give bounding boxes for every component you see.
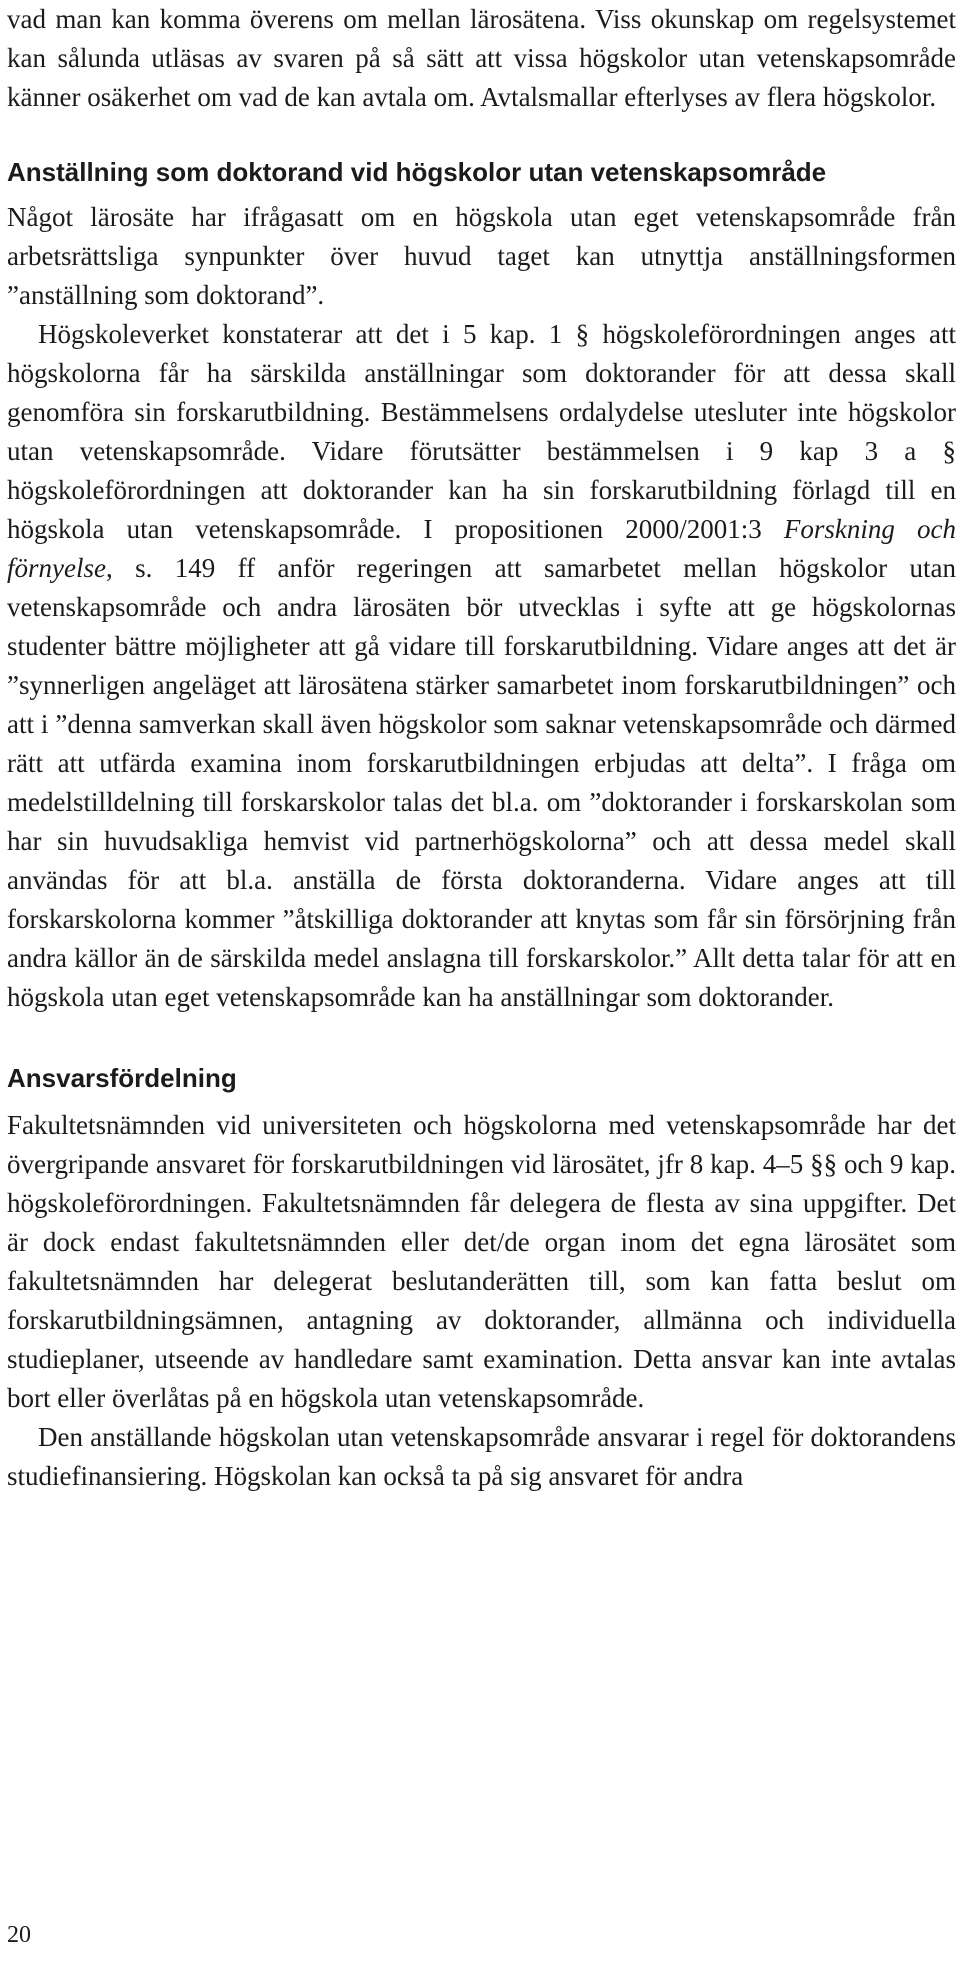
paragraph-text-part: , s. 149 ff anför regeringen att samarbetet mellan högskolor utan vetenskapsområde och andra lärosäten bör utvecklas i syfte att ge högskolornas studenter bättre möjligheter att gå vidare till forskarutbildning. Vidare anges att det är ”synnerligen angeläget att lärosätena stärker samarbetet inom forskarutbildningen” och att i ”denna samverkan skall även högskolor som saknar vetenskapsområde och därmed rätt att utfärda examina inom forskarutbildningen erbjudas att delta”. I fråga om medelstilldelning till forskarskolor talas det bl.a. om ”doktorander i forskarskolan som har sin huvudsakliga hemvist vid partnerhögskolorna” och att dessa medel skall användas för att bl.a. anställa de första doktoranderna. Vidare anges att till forskarskolorna kommer ”åtskilliga doktorander att knytas som får sin försörjning från andra källor än de särskilda medel anslagna till forskarskolor.” Allt detta talar för att en högskola utan eget vetenskapsområde kan ha anställningar som doktorander. — [7, 553, 956, 1012]
paragraph-hsv-finding — [7, 315, 956, 1017]
section-heading-responsibility: Ansvarsfördelning — [7, 1063, 237, 1093]
paragraph-employing-college: Den anställande högskolan utan vetenskapsområde ansvarar i regel för doktorandens studiefinansiering. Högskolan kan också ta på sig ansvaret för andra — [7, 1422, 956, 1491]
paragraph-intro: vad man kan komma överens om mellan lärosätena. Viss okunskap om regelsystemet kan sålunda utläsas av svaren på så sätt att vissa högskolor utan vetenskapsområde känner osäkerhet om vad de kan avtala om. Avtalsmallar efterlyses av flera högskolor. — [7, 4, 956, 112]
document-page — [7, 0, 956, 1496]
section-heading-doctoral-employment: Anställning som doktorand vid högskolor utan vetenskapsområde — [7, 157, 827, 187]
paragraph-faculty-board: Fakultetsnämnden vid universiteten och högskolorna med vetenskapsområde har det övergripande ansvaret för forskarutbildningen vid lärosätet, jfr 8 kap. 4–5 §§ och 9 kap. högskoleförordningen. Fakultetsnämnden får delegera de flesta av sina uppgifter. Det är dock endast fakultetsnämnden eller det/de organ inom det egna lärosätet som fakultetsnämnden har delegerat beslutanderätten till, som kan fatta beslut om forskarutbildningsämnen, antagning av doktorander, allmänna och individuella studieplaner, utseende av handledare samt examination. Detta ansvar kan inte avtalas bort eller överlåtas på en högskola utan vetenskapsområde. — [7, 1110, 956, 1413]
paragraph-text-part: Högskoleverket konstaterar att det i 5 kap. 1 § högskoleförordningen anges att högskolorna får ha särskilda anställningar som doktorander för att dessa skall genomföra sin forskarutbildning. Bestämmelsens ordalydelse utesluter inte högskolor utan vetenskapsområde. Vidare förutsätter bestämmelsen i 9 kap 3 a § högskoleförordningen att doktorander kan ha sin forskarutbildning förlagd till en högskola utan vetenskapsområde. I propositionen 2000/2001:3 — [7, 319, 956, 544]
proposition-title: Forskning och förnyelse — [7, 514, 956, 583]
paragraph-objection: Något lärosäte har ifrågasatt om en högskola utan eget vetenskapsområde från arbetsrättsliga synpunkter över huvud taget kan utnyttja anställningsformen ”anställning som doktorand”. — [7, 202, 956, 310]
page-number: 20 — [7, 1922, 31, 1948]
